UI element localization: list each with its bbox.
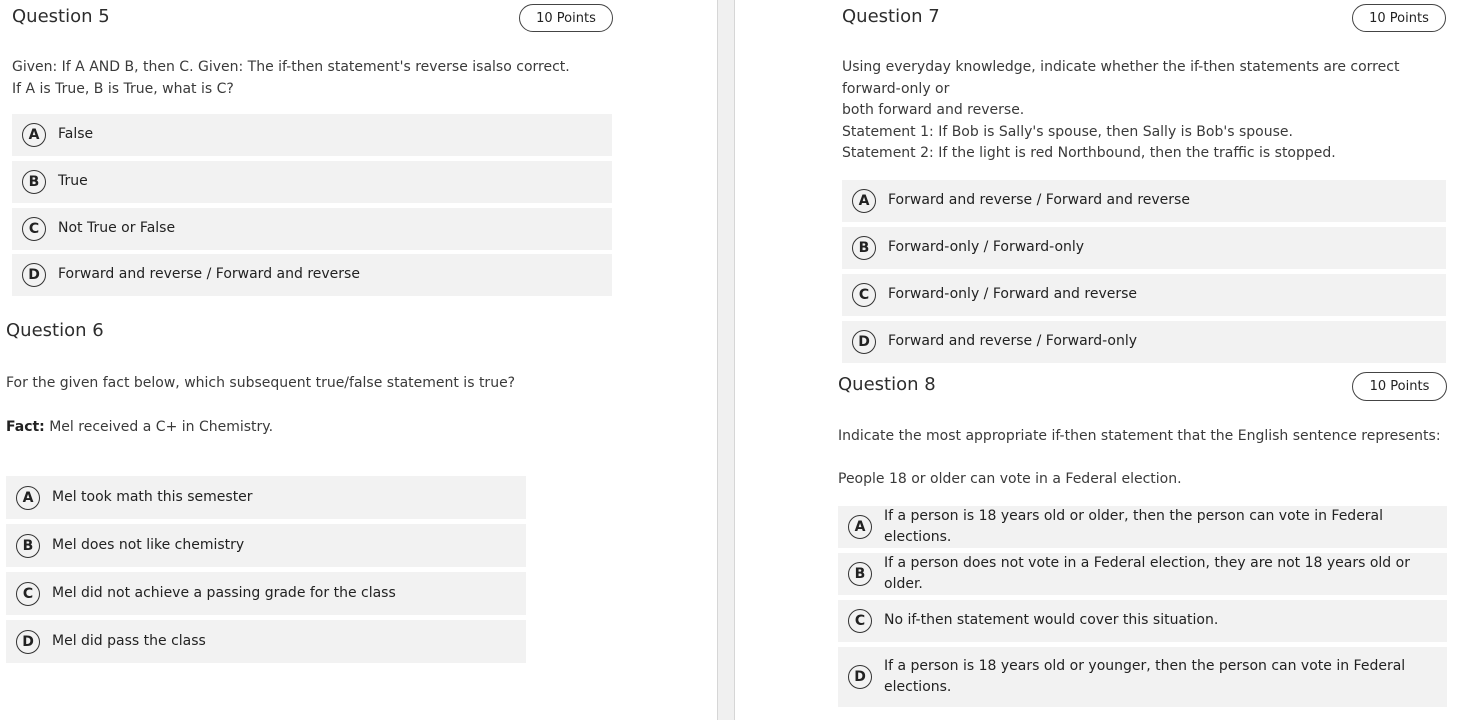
choice-label: Not True or False (58, 220, 176, 237)
question-6-title: Question 6 (6, 320, 104, 341)
choice-letter-a: A (848, 515, 872, 539)
choice-letter-c: C (852, 283, 876, 307)
choice-letter-d: D (852, 330, 876, 354)
question-8-title: Question 8 (838, 374, 936, 395)
choice-letter-c: C (22, 217, 46, 241)
question-5-prompt-line-2: If A is True, B is True, what is C? (12, 80, 234, 97)
question-8-sentence: People 18 or older can vote in a Federal election. (838, 471, 1182, 487)
choice-label: True (58, 173, 88, 190)
choice-letter-a: A (16, 486, 40, 510)
question-7-statement-1: Statement 1: If Bob is Sally's spouse, then Sally is Bob's spouse. (842, 123, 1293, 140)
question-7-prompt-line-1: Using everyday knowledge, indicate whether the if-then statements are correct forward-only or (842, 59, 1400, 97)
question-5-choice-a[interactable] (12, 114, 612, 156)
choice-letter-b: B (852, 236, 876, 260)
question-6-choice-a[interactable] (6, 476, 526, 519)
choice-letter-c: C (848, 609, 872, 633)
question-5-prompt-line-1: Given: If A AND B, then C. Given: The if-then statement's reverse isalso correct. (12, 59, 570, 75)
choice-label: Forward-only / Forward-only (888, 239, 1085, 256)
choice-letter-a: A (852, 189, 876, 213)
choice-label: Forward and reverse / Forward and reverse (58, 266, 360, 283)
question-8-choice-d[interactable] (838, 647, 1447, 707)
question-6-choice-c[interactable] (6, 572, 526, 615)
choice-letter-c: C (16, 582, 40, 606)
choice-letter-d: D (848, 665, 872, 689)
question-8-choice-c[interactable] (838, 600, 1447, 642)
question-8-choice-b[interactable] (838, 553, 1447, 595)
question-5-choice-c[interactable] (12, 208, 612, 250)
question-6-prompt: For the given fact below, which subsequent true/false statement is true? (6, 375, 516, 391)
choice-label: Mel does not like chemistry (52, 536, 245, 553)
question-7-prompt-line-2: both forward and reverse. (842, 102, 1025, 118)
question-6-fact (6, 417, 606, 439)
choice-label: False (58, 126, 94, 143)
choice-letter-d: D (16, 630, 40, 654)
panel-divider[interactable] (717, 0, 735, 720)
choice-label: If a person is 18 years old or older, then the person can vote in Federal elections. (884, 507, 1384, 545)
choice-label: If a person is 18 years old or younger, then the person can vote in Federal elections. (884, 657, 1406, 695)
choice-label: Mel did pass the class (52, 632, 206, 649)
choice-label: If a person does not vote in a Federal election, they are not 18 years old or older. (884, 554, 1410, 592)
question-5-choice-b[interactable] (12, 161, 612, 203)
question-5-choice-d[interactable] (12, 254, 612, 296)
question-7-choice-d[interactable] (842, 321, 1446, 363)
question-5-prompt (12, 57, 612, 100)
question-5-title: Question 5 (12, 6, 110, 27)
question-7-points-badge: 10 Points (1352, 4, 1446, 32)
question-8-choice-a[interactable] (838, 506, 1447, 548)
choice-letter-b: B (22, 170, 46, 194)
choice-label: Mel did not achieve a passing grade for the class (52, 584, 396, 601)
question-6-choice-d[interactable] (6, 620, 526, 663)
question-6-choice-b[interactable] (6, 524, 526, 567)
choice-label: Forward and reverse / Forward-only (888, 333, 1138, 350)
question-8-prompt: Indicate the most appropriate if-then statement that the English sentence represents: (838, 428, 1441, 444)
question-8-points-badge: 10 Points (1352, 372, 1447, 401)
fact-label: Fact: (6, 419, 45, 435)
choice-label: Mel took math this semester (52, 488, 253, 505)
question-7-choice-b[interactable] (842, 227, 1446, 269)
fact-text: Mel received a C+ in Chemistry. (44, 419, 274, 435)
question-5-points-badge: 10 Points (519, 4, 613, 32)
question-7-choice-a[interactable] (842, 180, 1446, 222)
question-7-prompt (842, 57, 1454, 165)
choice-letter-b: B (848, 562, 872, 586)
choice-label: Forward and reverse / Forward and reverse (888, 192, 1190, 209)
choice-letter-a: A (22, 123, 46, 147)
choice-label: No if-then statement would cover this situation. (884, 612, 1219, 629)
choice-letter-d: D (22, 263, 46, 287)
question-7-statement-2: Statement 2: If the light is red Northbound, then the traffic is stopped. (842, 145, 1336, 161)
question-7-title: Question 7 (842, 6, 940, 27)
choice-letter-b: B (16, 534, 40, 558)
question-7-choice-c[interactable] (842, 274, 1446, 316)
choice-label: Forward-only / Forward and reverse (888, 286, 1138, 303)
